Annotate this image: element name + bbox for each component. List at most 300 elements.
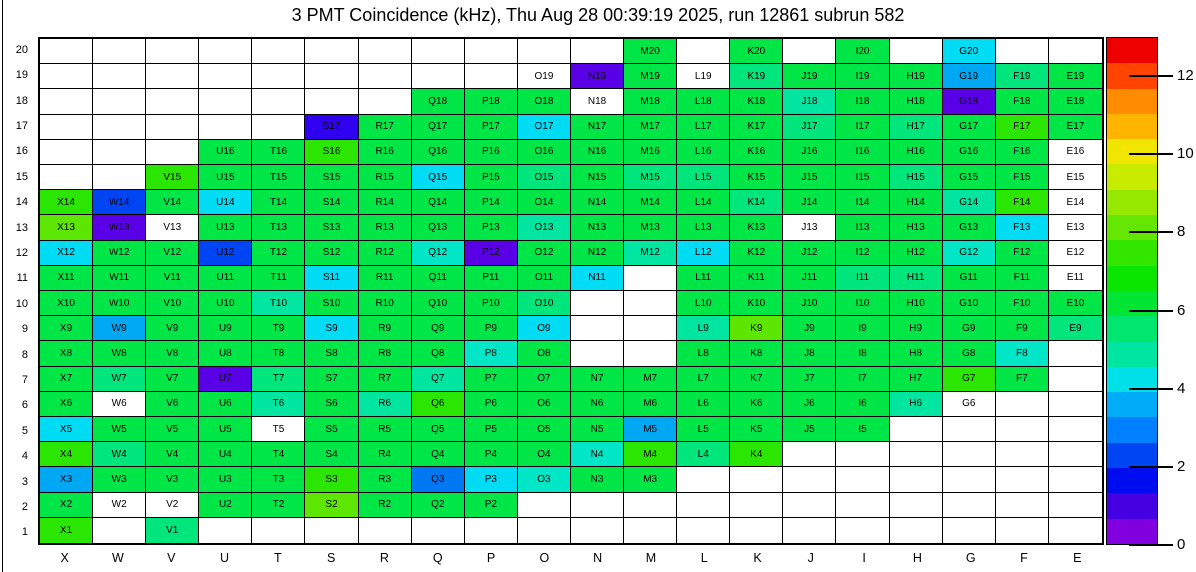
cell-K18: K18 <box>730 89 783 114</box>
colorbar-band-3 <box>1107 114 1157 139</box>
empty-cell-P1 <box>465 518 518 543</box>
cell-P2: P2 <box>465 493 518 518</box>
empty-cell-I4 <box>836 442 889 467</box>
cell-G17: G17 <box>943 115 996 140</box>
colorbar-tick-label-0: 0 <box>1177 536 1186 553</box>
cell-P6: P6 <box>465 392 518 417</box>
cell-I14: I14 <box>836 190 889 215</box>
empty-cell-X17 <box>40 115 93 140</box>
x-axis-label-J: J <box>807 551 814 565</box>
empty-cell-X16 <box>40 140 93 165</box>
cell-F19: F19 <box>996 64 1049 89</box>
cell-O4: O4 <box>518 442 571 467</box>
cell-L8: L8 <box>677 341 730 366</box>
cell-V10: V10 <box>146 291 199 316</box>
cell-G15: G15 <box>943 165 996 190</box>
cell-T11: T11 <box>252 266 305 291</box>
cell-H17: H17 <box>890 115 943 140</box>
colorbar-band-10 <box>1107 291 1157 316</box>
cell-H11: H11 <box>890 266 943 291</box>
cell-R16: R16 <box>359 140 412 165</box>
cell-F13: F13 <box>996 215 1049 240</box>
cell-I5: I5 <box>836 417 889 442</box>
cell-G6: G6 <box>943 392 996 417</box>
empty-cell-M10 <box>624 291 677 316</box>
cell-J16: J16 <box>783 140 836 165</box>
colorbar-tick-label-4: 4 <box>1177 379 1186 397</box>
cell-K7: K7 <box>730 367 783 392</box>
empty-cell-U17 <box>199 115 252 140</box>
colorbar-tick-4 <box>1129 388 1173 390</box>
cell-V7: V7 <box>146 367 199 392</box>
cell-Q10: Q10 <box>412 291 465 316</box>
colorbar-tick-label-8: 8 <box>1177 223 1186 241</box>
cell-I12: I12 <box>836 241 889 266</box>
cell-E16: E16 <box>1049 140 1102 165</box>
cell-V4: V4 <box>146 442 199 467</box>
cell-X13: X13 <box>40 215 93 240</box>
empty-cell-F2 <box>996 493 1049 518</box>
empty-cell-V20 <box>146 39 199 64</box>
x-axis-label-H: H <box>912 551 922 565</box>
cell-U15: U15 <box>199 165 252 190</box>
cell-U11: U11 <box>199 266 252 291</box>
cell-V6: V6 <box>146 392 199 417</box>
cell-G18: G18 <box>943 89 996 114</box>
colorbar-band-15 <box>1107 417 1157 442</box>
x-axis-label-S: S <box>326 551 336 565</box>
y-axis-label-11: 11 <box>16 272 28 285</box>
x-axis-label-F: F <box>1020 551 1028 565</box>
colorbar-band-8 <box>1107 240 1157 265</box>
cell-I9: I9 <box>836 316 889 341</box>
cell-L15: L15 <box>677 165 730 190</box>
cell-M18: M18 <box>624 89 677 114</box>
cell-F11: F11 <box>996 266 1049 291</box>
empty-cell-N1 <box>571 518 624 543</box>
colorbar-tick-label-2: 2 <box>1177 457 1186 475</box>
empty-cell-N10 <box>571 291 624 316</box>
cell-Q15: Q15 <box>412 165 465 190</box>
cell-F8: F8 <box>996 341 1049 366</box>
empty-cell-W17 <box>93 115 146 140</box>
cell-T4: T4 <box>252 442 305 467</box>
cell-S8: S8 <box>305 341 358 366</box>
empty-cell-X20 <box>40 39 93 64</box>
cell-J15: J15 <box>783 165 836 190</box>
cell-G16: G16 <box>943 140 996 165</box>
cell-S15: S15 <box>305 165 358 190</box>
cell-O11: O11 <box>518 266 571 291</box>
cell-M4: M4 <box>624 442 677 467</box>
empty-cell-U19 <box>199 64 252 89</box>
cell-V8: V8 <box>146 341 199 366</box>
cell-F12: F12 <box>996 241 1049 266</box>
empty-cell-N2 <box>571 493 624 518</box>
cell-M17: M17 <box>624 115 677 140</box>
cell-U12: U12 <box>199 241 252 266</box>
cell-P10: P10 <box>465 291 518 316</box>
cell-N3: N3 <box>571 467 624 492</box>
cell-U10: U10 <box>199 291 252 316</box>
cell-T2: T2 <box>252 493 305 518</box>
cell-O14: O14 <box>518 190 571 215</box>
cell-Q3: Q3 <box>412 467 465 492</box>
cell-X5: X5 <box>40 417 93 442</box>
cell-M7: M7 <box>624 367 677 392</box>
cell-E12: E12 <box>1049 241 1102 266</box>
empty-cell-V19 <box>146 64 199 89</box>
cell-K6: K6 <box>730 392 783 417</box>
cell-V12: V12 <box>146 241 199 266</box>
colorbar-band-19 <box>1107 519 1157 544</box>
cell-I17: I17 <box>836 115 889 140</box>
cell-W11: W11 <box>93 266 146 291</box>
cell-O6: O6 <box>518 392 571 417</box>
cell-U5: U5 <box>199 417 252 442</box>
cell-K8: K8 <box>730 341 783 366</box>
empty-cell-V17 <box>146 115 199 140</box>
cell-X3: X3 <box>40 467 93 492</box>
colorbar-band-4 <box>1107 139 1157 164</box>
colorbar-band-11 <box>1107 316 1157 341</box>
cell-G11: G11 <box>943 266 996 291</box>
cell-S10: S10 <box>305 291 358 316</box>
empty-cell-J20 <box>783 39 836 64</box>
cell-O12: O12 <box>518 241 571 266</box>
cell-R14: R14 <box>359 190 412 215</box>
cell-P13: P13 <box>465 215 518 240</box>
cell-J11: J11 <box>783 266 836 291</box>
cell-R4: R4 <box>359 442 412 467</box>
empty-cell-E6 <box>1049 392 1102 417</box>
cell-L14: L14 <box>677 190 730 215</box>
cell-Q8: Q8 <box>412 341 465 366</box>
empty-cell-W16 <box>93 140 146 165</box>
empty-cell-G3 <box>943 467 996 492</box>
cell-R10: R10 <box>359 291 412 316</box>
empty-cell-H20 <box>890 39 943 64</box>
colorbar-tick-12 <box>1129 75 1173 77</box>
cell-O16: O16 <box>518 140 571 165</box>
cell-S2: S2 <box>305 493 358 518</box>
empty-cell-L3 <box>677 467 730 492</box>
cell-L18: L18 <box>677 89 730 114</box>
cell-R8: R8 <box>359 341 412 366</box>
empty-cell-E4 <box>1049 442 1102 467</box>
cell-W7: W7 <box>93 367 146 392</box>
colorbar-tick-0 <box>1129 544 1173 546</box>
cell-X11: X11 <box>40 266 93 291</box>
y-axis-label-7: 7 <box>21 373 28 386</box>
x-axis-label-W: W <box>112 551 124 565</box>
cell-M13: M13 <box>624 215 677 240</box>
cell-T13: T13 <box>252 215 305 240</box>
empty-cell-P20 <box>465 39 518 64</box>
cell-N4: N4 <box>571 442 624 467</box>
y-axis-label-19: 19 <box>15 69 28 82</box>
x-axis-label-T: T <box>274 551 282 565</box>
colorbar-tick-2 <box>1129 466 1173 468</box>
cell-T5: T5 <box>252 417 305 442</box>
empty-cell-G4 <box>943 442 996 467</box>
cell-E19: E19 <box>1049 64 1102 89</box>
cell-O9: O9 <box>518 316 571 341</box>
cell-H8: H8 <box>890 341 943 366</box>
empty-cell-F1 <box>996 518 1049 543</box>
cell-H6: H6 <box>890 392 943 417</box>
cell-W6: W6 <box>93 392 146 417</box>
empty-cell-T20 <box>252 39 305 64</box>
cell-H18: H18 <box>890 89 943 114</box>
cell-U3: U3 <box>199 467 252 492</box>
empty-cell-J3 <box>783 467 836 492</box>
empty-cell-M9 <box>624 316 677 341</box>
cell-M16: M16 <box>624 140 677 165</box>
empty-cell-N9 <box>571 316 624 341</box>
empty-cell-S1 <box>305 518 358 543</box>
y-axis-label-6: 6 <box>21 399 28 412</box>
cell-J8: J8 <box>783 341 836 366</box>
cell-X2: X2 <box>40 493 93 518</box>
cell-N16: N16 <box>571 140 624 165</box>
cell-Q13: Q13 <box>412 215 465 240</box>
cell-T15: T15 <box>252 165 305 190</box>
y-axis-label-20: 20 <box>15 43 28 56</box>
x-axis-label-V: V <box>167 551 176 565</box>
cell-R12: R12 <box>359 241 412 266</box>
cell-P7: P7 <box>465 367 518 392</box>
cell-E14: E14 <box>1049 190 1102 215</box>
empty-cell-L2 <box>677 493 730 518</box>
cell-Q14: Q14 <box>412 190 465 215</box>
cell-E17: E17 <box>1049 115 1102 140</box>
x-axis-label-I: I <box>862 551 866 565</box>
colorbar-band-7 <box>1107 215 1157 240</box>
empty-cell-F6 <box>996 392 1049 417</box>
cell-K12: K12 <box>730 241 783 266</box>
cell-X8: X8 <box>40 341 93 366</box>
cell-U8: U8 <box>199 341 252 366</box>
cell-V5: V5 <box>146 417 199 442</box>
cell-Q5: Q5 <box>412 417 465 442</box>
cell-K9: K9 <box>730 316 783 341</box>
cell-F17: F17 <box>996 115 1049 140</box>
cell-I6: I6 <box>836 392 889 417</box>
empty-cell-Q19 <box>412 64 465 89</box>
empty-cell-R20 <box>359 39 412 64</box>
cell-V1: V1 <box>146 518 199 543</box>
empty-cell-W19 <box>93 64 146 89</box>
cell-O18: O18 <box>518 89 571 114</box>
cell-R6: R6 <box>359 392 412 417</box>
colorbar-band-17 <box>1107 468 1157 493</box>
empty-cell-R18 <box>359 89 412 114</box>
cell-M19: M19 <box>624 64 677 89</box>
y-axis-label-3: 3 <box>21 475 28 488</box>
cell-P12: P12 <box>465 241 518 266</box>
cell-E13: E13 <box>1049 215 1102 240</box>
cell-W5: W5 <box>93 417 146 442</box>
empty-cell-T19 <box>252 64 305 89</box>
cell-O5: O5 <box>518 417 571 442</box>
empty-cell-E8 <box>1049 341 1102 366</box>
empty-cell-K1 <box>730 518 783 543</box>
x-axis-label-N: N <box>593 551 603 565</box>
cell-J14: J14 <box>783 190 836 215</box>
cell-E9: E9 <box>1049 316 1102 341</box>
empty-cell-S19 <box>305 64 358 89</box>
y-axis-label-10: 10 <box>15 297 28 310</box>
cell-J18: J18 <box>783 89 836 114</box>
y-axis-label-15: 15 <box>15 170 28 183</box>
page-title: 3 PMT Coincidence (kHz), Thu Aug 28 00:39:19 2025, run 12861 subrun 582 <box>291 5 905 25</box>
empty-cell-O1 <box>518 518 571 543</box>
cell-W14: W14 <box>93 190 146 215</box>
cell-J9: J9 <box>783 316 836 341</box>
cell-X10: X10 <box>40 291 93 316</box>
empty-cell-E20 <box>1049 39 1102 64</box>
cell-K11: K11 <box>730 266 783 291</box>
cell-H12: H12 <box>890 241 943 266</box>
empty-cell-T18 <box>252 89 305 114</box>
cell-R9: R9 <box>359 316 412 341</box>
cell-E18: E18 <box>1049 89 1102 114</box>
empty-cell-N20 <box>571 39 624 64</box>
colorbar-tick-label-10: 10 <box>1177 145 1194 163</box>
empty-cell-K2 <box>730 493 783 518</box>
empty-cell-U18 <box>199 89 252 114</box>
cell-S17: S17 <box>305 115 358 140</box>
cell-I15: I15 <box>836 165 889 190</box>
empty-cell-M8 <box>624 341 677 366</box>
cell-M3: M3 <box>624 467 677 492</box>
cell-M6: M6 <box>624 392 677 417</box>
cell-G12: G12 <box>943 241 996 266</box>
cell-V9: V9 <box>146 316 199 341</box>
cell-I13: I13 <box>836 215 889 240</box>
cell-Q17: Q17 <box>412 115 465 140</box>
cell-G7: G7 <box>943 367 996 392</box>
cell-I18: I18 <box>836 89 889 114</box>
cell-K17: K17 <box>730 115 783 140</box>
cell-W9: W9 <box>93 316 146 341</box>
cell-L19: L19 <box>677 64 730 89</box>
cell-J17: J17 <box>783 115 836 140</box>
y-axis-label-1: 1 <box>21 526 28 539</box>
row-axis <box>0 37 33 545</box>
cell-L4: L4 <box>677 442 730 467</box>
cell-K15: K15 <box>730 165 783 190</box>
cell-I10: I10 <box>836 291 889 316</box>
colorbar-band-2 <box>1107 89 1157 114</box>
colorbar-band-14 <box>1107 392 1157 417</box>
cell-L13: L13 <box>677 215 730 240</box>
x-axis-label-R: R <box>379 551 389 565</box>
cell-J19: J19 <box>783 64 836 89</box>
empty-cell-T1 <box>252 518 305 543</box>
empty-cell-M2 <box>624 493 677 518</box>
cell-O19: O19 <box>518 64 571 89</box>
cell-P14: P14 <box>465 190 518 215</box>
cell-H13: H13 <box>890 215 943 240</box>
empty-cell-H2 <box>890 493 943 518</box>
cell-M15: M15 <box>624 165 677 190</box>
x-axis-label-U: U <box>220 551 230 565</box>
empty-cell-G5 <box>943 417 996 442</box>
cell-L16: L16 <box>677 140 730 165</box>
x-axis-label-E: E <box>1073 551 1082 565</box>
empty-cell-E5 <box>1049 417 1102 442</box>
heatmap-grid <box>38 37 1104 545</box>
cell-M12: M12 <box>624 241 677 266</box>
cell-P8: P8 <box>465 341 518 366</box>
cell-W10: W10 <box>93 291 146 316</box>
cell-M5: M5 <box>624 417 677 442</box>
empty-cell-O2 <box>518 493 571 518</box>
empty-cell-K3 <box>730 467 783 492</box>
cell-L5: L5 <box>677 417 730 442</box>
cell-Q2: Q2 <box>412 493 465 518</box>
empty-cell-U1 <box>199 518 252 543</box>
cell-O3: O3 <box>518 467 571 492</box>
empty-cell-X18 <box>40 89 93 114</box>
cell-X7: X7 <box>40 367 93 392</box>
y-axis-label-4: 4 <box>21 450 28 463</box>
empty-cell-H4 <box>890 442 943 467</box>
colorbar-tick-8 <box>1129 231 1173 233</box>
empty-cell-P19 <box>465 64 518 89</box>
empty-cell-H1 <box>890 518 943 543</box>
cell-O10: O10 <box>518 291 571 316</box>
cell-L9: L9 <box>677 316 730 341</box>
empty-cell-Q1 <box>412 518 465 543</box>
empty-cell-W18 <box>93 89 146 114</box>
cell-Q16: Q16 <box>412 140 465 165</box>
cell-G20: G20 <box>943 39 996 64</box>
empty-cell-Q20 <box>412 39 465 64</box>
cell-G9: G9 <box>943 316 996 341</box>
empty-cell-M1 <box>624 518 677 543</box>
colorbar-tick-label-6: 6 <box>1177 301 1186 319</box>
x-axis-label-O: O <box>539 551 550 565</box>
empty-cell-E3 <box>1049 467 1102 492</box>
y-axis-label-13: 13 <box>15 221 28 234</box>
colorbar-band-9 <box>1107 266 1157 291</box>
colorbar-tick-10 <box>1129 153 1173 155</box>
cell-V2: V2 <box>146 493 199 518</box>
cell-Q4: Q4 <box>412 442 465 467</box>
empty-cell-G1 <box>943 518 996 543</box>
cell-Q12: Q12 <box>412 241 465 266</box>
empty-cell-E1 <box>1049 518 1102 543</box>
colorbar-band-0 <box>1107 38 1157 63</box>
cell-P18: P18 <box>465 89 518 114</box>
cell-I11: I11 <box>836 266 889 291</box>
colorbar-band-16 <box>1107 443 1157 468</box>
cell-H9: H9 <box>890 316 943 341</box>
cell-J13: J13 <box>783 215 836 240</box>
y-axis-label-5: 5 <box>21 424 28 437</box>
cell-T10: T10 <box>252 291 305 316</box>
cell-U9: U9 <box>199 316 252 341</box>
cell-P11: P11 <box>465 266 518 291</box>
cell-K10: K10 <box>730 291 783 316</box>
cell-H10: H10 <box>890 291 943 316</box>
empty-cell-G2 <box>943 493 996 518</box>
cell-U16: U16 <box>199 140 252 165</box>
y-axis-label-17: 17 <box>15 119 28 132</box>
